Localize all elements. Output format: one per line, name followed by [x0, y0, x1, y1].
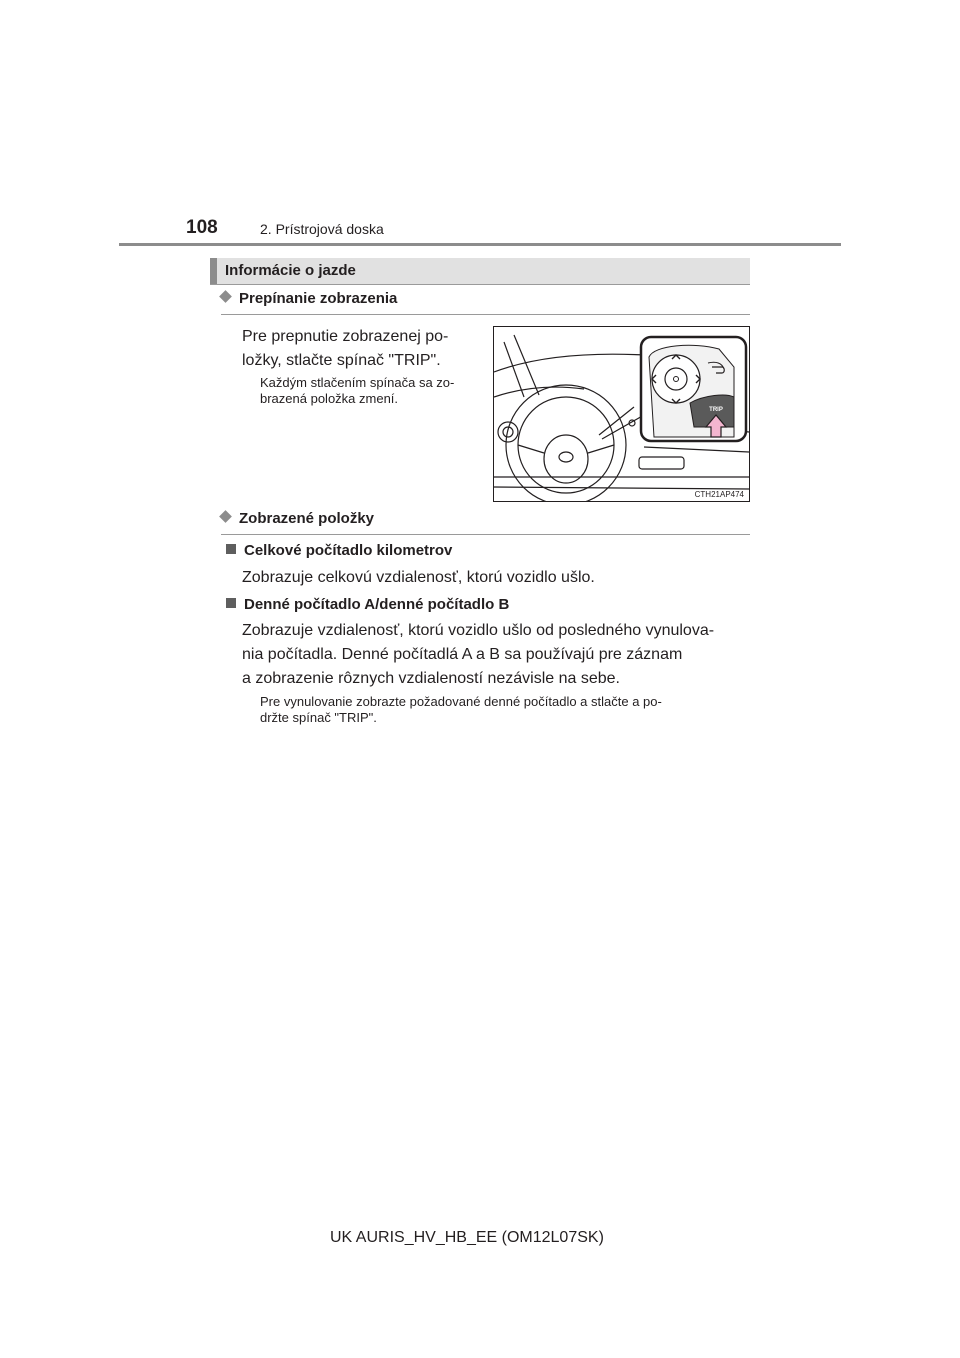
trip-meter-line-2: nia počítadla. Denné počítadlá A a B sa používajú pre záznam	[242, 646, 683, 663]
odometer-heading	[226, 542, 452, 559]
square-bullet-icon	[226, 544, 236, 554]
page-number: 108	[186, 217, 218, 238]
items-heading	[221, 510, 374, 527]
odometer-text: Zobrazuje celkovú vzdialenosť, ktorú vozidlo ušlo.	[242, 569, 595, 586]
switching-line-1: Pre prepnutie zobrazenej po-	[242, 328, 449, 345]
document-code: UK AURIS_HV_HB_EE (OM12L07SK)	[330, 1229, 604, 1246]
trip-switch-label: TRIP	[709, 407, 723, 413]
figure-code: CTH21AP474	[694, 490, 744, 499]
chapter-title: 2. Prístrojová doska	[260, 221, 384, 237]
steering-switch-illustration	[493, 326, 750, 502]
callout-zoom	[641, 337, 746, 441]
trip-meter-text	[242, 619, 744, 691]
diamond-bullet-icon	[219, 510, 232, 523]
switching-divider	[221, 314, 750, 315]
switching-instruction	[242, 325, 476, 373]
header-divider	[119, 243, 841, 246]
section-title: Informácie o jazde	[225, 262, 356, 279]
switching-note	[260, 375, 488, 407]
switching-note-line-2: brazená položka zmení.	[260, 391, 399, 406]
dashboard-drawing	[494, 327, 749, 501]
trip-meter-note-line-1: Pre vynulovanie zobrazte požadované denné počítadlo a stlačte a po-	[260, 694, 662, 709]
switching-heading	[221, 290, 397, 307]
switching-heading-text: Prepínanie zobrazenia	[239, 290, 398, 307]
trip-meter-heading	[226, 596, 509, 613]
trip-meter-note-line-2: držte spínač "TRIP".	[260, 710, 377, 725]
switching-note-line-1: Každým stlačením spínača sa zo-	[260, 375, 455, 390]
trip-meter-line-3: a zobrazenie rôznych vzdialeností nezávisle na sebe.	[242, 670, 620, 687]
trip-meter-note	[260, 694, 744, 726]
odometer-title: Celkové počítadlo kilometrov	[244, 542, 453, 559]
section-bar-accent	[210, 258, 217, 284]
switching-line-2: ložky, stlačte spínač "TRIP".	[242, 352, 441, 369]
diamond-bullet-icon	[219, 290, 232, 303]
trip-meter-line-1: Zobrazuje vzdialenosť, ktorú vozidlo ušlo od posledného vynulova-	[242, 622, 715, 639]
section-header-bar	[210, 258, 750, 285]
square-bullet-icon	[226, 598, 236, 608]
items-divider	[221, 534, 750, 535]
items-heading-text: Zobrazené položky	[239, 510, 375, 527]
trip-meter-title: Denné počítadlo A/denné počítadlo B	[244, 596, 510, 613]
